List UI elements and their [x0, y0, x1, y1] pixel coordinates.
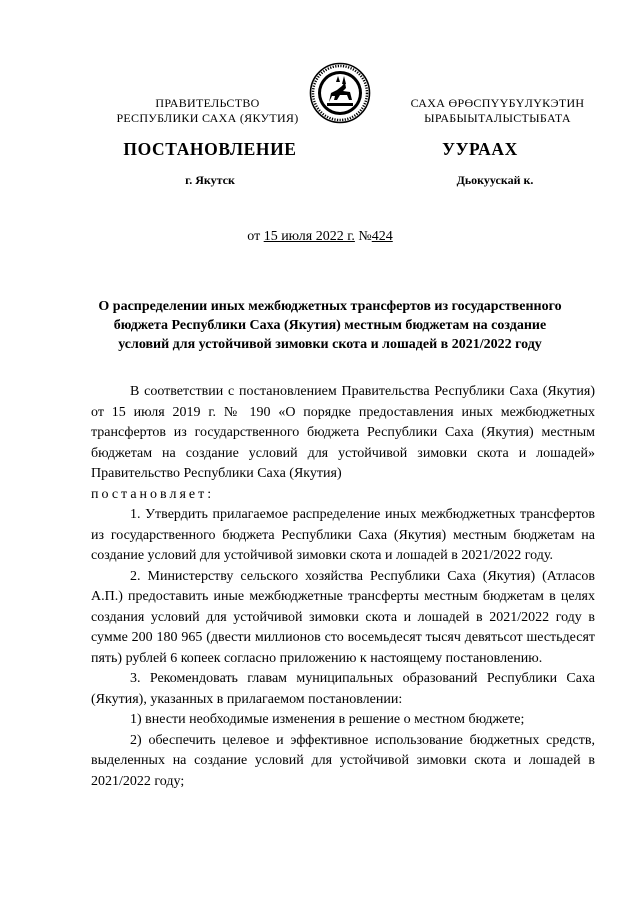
- number-prefix: №: [358, 229, 372, 244]
- document-title: [60, 297, 600, 354]
- document-number: 424: [371, 229, 393, 244]
- date-prefix: от: [247, 229, 261, 244]
- title-line1: О распределении иных межбюджетных трансфертов из государственного: [98, 299, 562, 314]
- city-sakha: Дьокуускай к.: [456, 173, 534, 187]
- doc-type-ru: ПОСТАНОВЛЕНИЕ: [123, 139, 297, 159]
- right-org-name: [385, 96, 610, 126]
- title-line2: бюджета Республики Саха (Якутия) местным бюджетам на создание: [113, 318, 547, 333]
- coat-of-arms-emblem: [309, 62, 371, 124]
- decree-word: постановляет:: [91, 486, 215, 502]
- paragraph-3: 3. Рекомендовать главам муниципальных образований Республики Саха (Якутия), указанных в прилагаемом постановлении:: [91, 671, 595, 707]
- paragraph-1: 1. Утвердить прилагаемое распределение иных межбюджетных трансфертов из государственного бюджета Республики Саха (Якутия) местным бюджетам на создание условий для устойчивой зимовки скота и лошадей в 2021/2022 году.: [91, 507, 595, 563]
- document-body: [91, 382, 595, 792]
- paragraph-2: 2. Министерству сельского хозяйства Республики Саха (Якутия) (Атласов А.П.) предоставить иные межбюджетные трансферты местным бюджетам в целях создания условий для устойчивой зимовки скота и лошадей в 2021/2022 году в сумме 200 180 965 (двести миллионов сто восемьдесят тысяч девятьсот шестьдесят пять) рублей 6 копеек согласно приложению к настоящему постановлению.: [91, 568, 595, 666]
- left-org-line1: ПРАВИТЕЛЬСТВО: [155, 96, 260, 110]
- doc-type-sakha: УУРААХ: [442, 139, 518, 159]
- left-org-line2: РЕСПУБЛИКИ САХА (ЯКУТИЯ): [116, 111, 299, 125]
- left-org-name: [100, 96, 315, 126]
- preamble-paragraph: В соответствии с постановлением Правительства Республики Саха (Якутия) от 15 июля 2019 г. № 190 «О порядке предоставления иных межбюджетных трансфертов из государственного бюджета Республики Саха (Якутия) местным бюджетам на создание условий для устойчивой зимовки скота и лошадей» Правительство Республики Саха (Якутия): [91, 384, 595, 481]
- date-number-line: [0, 229, 640, 245]
- city-ru: г. Якутск: [185, 173, 235, 187]
- title-line3: условий для устойчивой зимовки скота и лошадей в 2021/2022 году: [118, 337, 542, 352]
- paragraph-3-item-2: 2) обеспечить целевое и эффективное использование бюджетных средств, выделенных на создание условий для устойчивой зимовки скота и лошадей в 2021/2022 году;: [91, 732, 595, 789]
- paragraph-3-item-1: 1) внести необходимые изменения в решение о местном бюджете;: [130, 712, 525, 727]
- right-org-line1: САХА ӨРӨСПҮҮБҮЛҮКЭТИН: [410, 96, 585, 110]
- document-date: 15 июля 2022 г.: [263, 229, 355, 244]
- right-org-line2: ЫРАБЫЫТАЛЫСТЫБАТА: [424, 111, 571, 125]
